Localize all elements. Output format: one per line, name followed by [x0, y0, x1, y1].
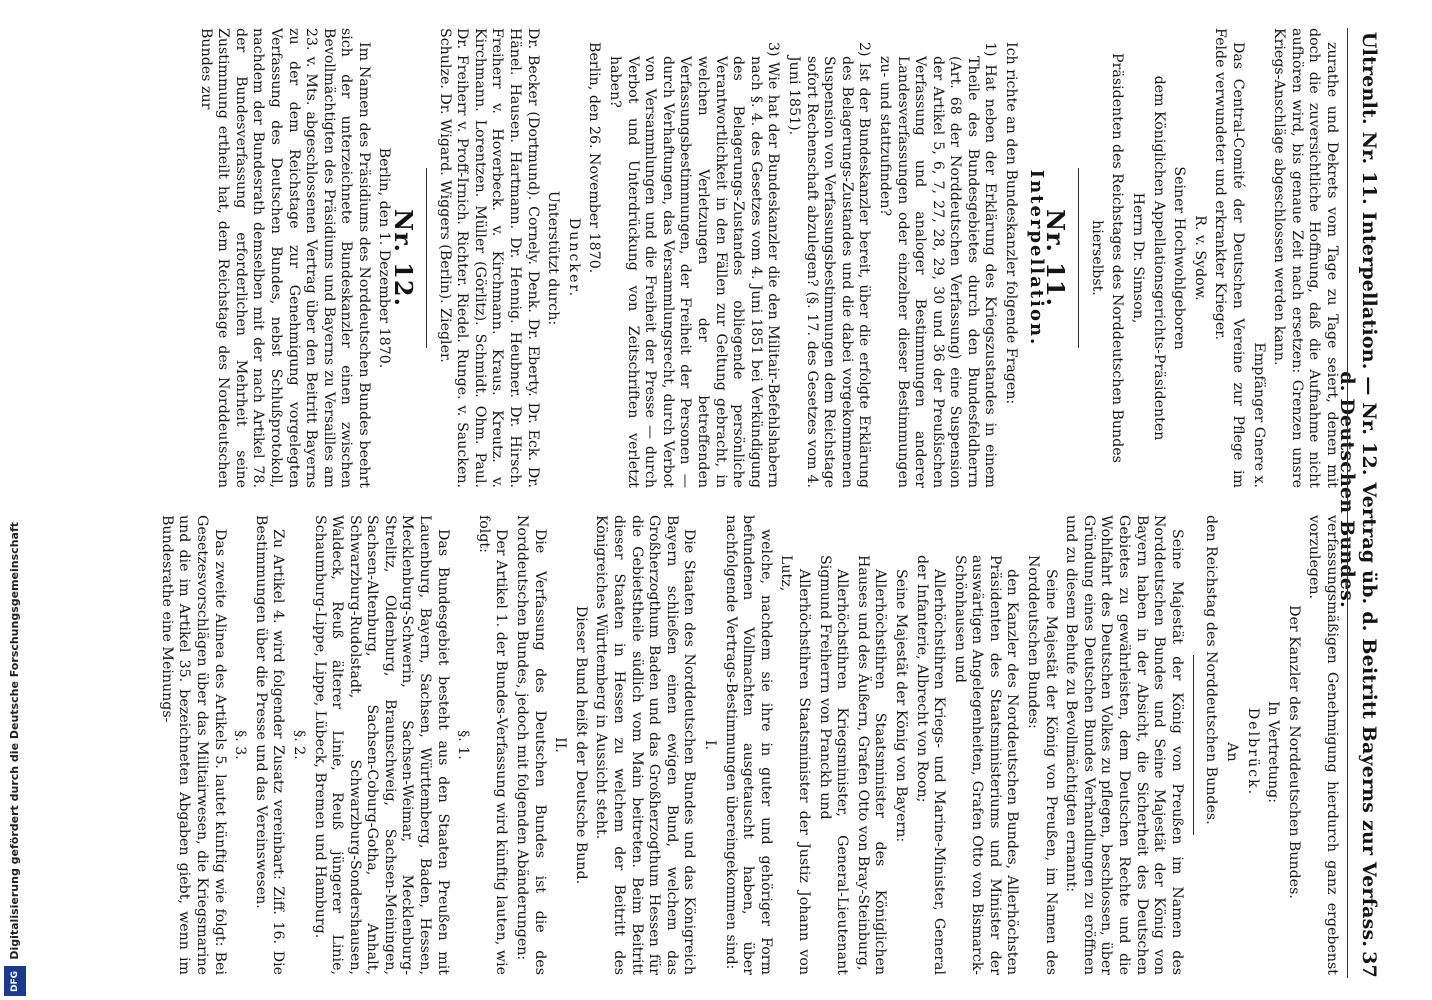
- section-II-text: Die Verfassung des Deutschen Bundes ist die des Norddeutschen Bundes, jedoch mit folgenden Abänderungen:: [514, 515, 548, 975]
- closing-para: Im Namen des Präsidiums des Norddeutschen Bundes beehrt sich der unterzeichnete Bundeskanzler einen zwischen Bevollmächtigten des Präsidiums und Bayerns zu Versailles am 23. v. Mts. abgeschlossenen Vertrag über den Beitritt Bayerns zu der dem Reichstage zur Genehmigung vorgelegten Verfassung des Deutschen Bundes, nebst Schlußprotokoll, nachdem der Bundesrath demselben mit der nach Artikel 78. der Bundesverfassung erforderlichen Mehrheit seine Zustimmung ertheilt hat, dem Reichstage des Norddeutschen Bundes zur: [197, 28, 372, 488]
- art1-intro: Der Artikel 1. der Bundes-Verfassung wird künftig lauten, wie folgt:: [475, 515, 510, 975]
- addressee-5: hierselbst.: [1088, 220, 1105, 296]
- date-2: Berlin, den 1. Dezember 1870.: [376, 147, 393, 369]
- committee: Das Central-Comité der Deutschen Vereine zur Pflege im Felde verwundeter und erkrankter Krieger.: [1212, 28, 1247, 488]
- heading-nr11: Nr. 11.: [1041, 209, 1071, 307]
- para-1: §. 1.: [455, 730, 472, 760]
- plenipotentiary: Seine Majestät der König von Bayern:: [892, 569, 909, 843]
- digitization-footer: [0, 0, 30, 1000]
- divider: [426, 168, 427, 348]
- para-3: §. 3.: [232, 730, 249, 760]
- question-intro: Ich richte an den Bundeskanzler folgende Fragen:: [1003, 42, 1020, 405]
- dfg-credit: Digitalisierung gefördert durch die Deutsche Forschungsgemeinschaft: [8, 522, 21, 960]
- treaty-intro: Seine Majestät der König von Preußen im Namen des Norddeutschen Bundes und Seine Majestät der König von Bayern haben in der Absicht, die Sicherheit des Deutschen Gebietes zu gewährleisten, dem Deutschen Rechte und die Wohlfahrt des Deutschen Volkes zu pflegen, beschlossen, über Gründung eines Deutschen Bundes Verhandlungen zu eröffnen und zu diesem Behufe zu Bevollmächtigten ernannt:: [1063, 515, 1185, 975]
- addressee-4: Präsidenten des Reichstages des Norddeutschen Bundes: [1109, 53, 1126, 463]
- plenipotentiary: Allerhöchstihren Kriegsminister, General-Lieutenant Sigmund Freiherrn von Pranckh und: [816, 555, 851, 975]
- para-1-text: Das Bundesgebiet besteht aus den Staaten Preußen mit Lauenburg, Bayern, Sachsen, Württemberg, Baden, Hessen, Mecklenburg-Schwerin, Sachsen-Weimar, Mecklenburg-Strelitz, Oldenburg, Braunschweig, Sachsen-Meiningen, Sachsen-Altenburg, Sachsen-Coburg-Gotha, Anhalt, Schwarzburg-Rudolstadt, Schwarzburg-Sondershausen, Waldeck, Reuß älterer Linie, Reuß jüngerer Linie, Schaumburg-Lippe, Lippe, Lübeck, Bremen und Hamburg.: [311, 515, 451, 975]
- proposer: Duncker.: [565, 217, 582, 299]
- para-2-text: Zu Artikel 4. wird folgender Zusatz vereinbart: Ziff. 16. Die Bestimmungen über die Presse und das Vereinswesen.: [252, 515, 287, 975]
- question-3: 3) Wie hat der Bundeskanzler die den Militair-Befehlshabern nach §. 4. des Gesetzes vom 4. Juni 1851 bei Verkündigung des Belagerungs-Zustandes obliegende persönliche Verantwortlichkeit in den Fällen zur Geltung gebracht, in welchen Verletzungen der betreffenden Verfassungsbestimmungen, der Freiheit der Personen — durch Verhaftungen, das Versammlungsrecht, durch Verbot von Versammlungen und die Freiheit der Presse — durch Verbot und Unterdrückung von Zeitschriften verletzt haben?: [607, 42, 782, 488]
- dfg-logo: DFG: [4, 966, 26, 996]
- intro-para: zurathe und Dekrets vom Tage zu Tage seiert, denen mit doch die zuversichtliche Hoffnung, daß die Aufnahme nicht aufhören wird, bis genaue Zeit nach ersetzen: Grenzen unsre Kriegs-Anschläge abgeschlossen werden kann.: [1271, 28, 1340, 488]
- section-I-text: Die Staaten des Norddeutschen Bundes und das Königreich Bayern schließen einen ewigen Bund, welchem das Großherzogthum Baden und das Großherzogthum Hessen für die Gebietstheile südlich vom Main beitreten. Beim Beitritt dieser Staaten in Hessen zu welchem der Beitritt des Königreiches Württemberg in Aussicht steht.: [593, 515, 698, 975]
- para-2: §. 2.: [290, 730, 307, 760]
- section-I: I.: [702, 739, 718, 751]
- heading-nr12: Nr. 12.: [389, 209, 419, 307]
- signature-1: Der Kanzler des Norddeutschen Bundes.: [1285, 605, 1302, 899]
- bund-name: Dieser Bund heißt der Deutsche Bund.: [572, 605, 589, 885]
- date-1: Berlin, den 26. November 1870.: [586, 42, 603, 274]
- left-column: [193, 28, 1340, 488]
- question-2: 2) Ist der Bundeskanzler bereit, über die erfolgte Erklärung des Belagerungs-Zustandes und die dabei vorgekommenen Suspension von Verfassungsbestimmungen dem Reichstage sofort Rechenschaft abzulegen? (§. 17. des Gesetzes vom 4. Juni 1851).: [785, 42, 873, 488]
- divider: [1078, 168, 1079, 348]
- supported-by: Unterstützt durch:: [545, 190, 562, 326]
- plenipotentiary: Seine Majestät der König von Preußen, im Namen des Norddeutschen Bundes:: [1025, 555, 1059, 975]
- signer: R. v. Sydow.: [1191, 215, 1208, 301]
- to-whom: den Reichstag des Norddeutschen Bundes.: [1203, 515, 1220, 825]
- addressee-3: Herrn Dr. Simson,: [1130, 192, 1147, 324]
- signature-3: Delbrück.: [1244, 707, 1261, 797]
- running-head: Ultrenlt. Nr. 11. Interpellation. — Nr. 12. Vertrag üb. d. Beitritt Bayerns zur Verfass. d. Deutschen Bundes.: [1336, 31, 1380, 948]
- addressee-1: Seiner Hochwohlgeboren: [1171, 166, 1188, 350]
- header-rule: [1347, 28, 1348, 978]
- para-3-text: Das zweite Alinea des Artikels 5. lautet künftig wie folgt: Bei Gesetzesvorschlägen über das Militairwesen, die Kriegsmarine und die im Artikel 35. bezeichneten Abgaben giebt, wenn im Bundesrathe eine Meinungs-: [158, 515, 228, 975]
- page-header: [1336, 28, 1380, 978]
- page-number: 37: [1358, 951, 1380, 978]
- continuation: verfassungsmäßigen Genehmigung hierdurch ganz ergebenst vorzulegen.: [1306, 515, 1340, 975]
- section-II: II.: [552, 737, 569, 753]
- divider: [1193, 655, 1194, 835]
- heading-interpellation: Interpellation.: [1025, 169, 1047, 347]
- plenipot-end: welche, nachdem sie ihre in guter und gehöriger Form befundenen Vollmachten ausgetauscht haben, über nachfolgende Vertrags-Bestimmungen übereingekommen sind:: [722, 515, 774, 975]
- plenipotentiary: Allerhöchstihren Staatsminister der Justiz Johann von Lutz,: [778, 555, 812, 975]
- plenipotentiary: Allerhöchstihren Kriegs- und Marine-Minister, General der Infanterie, Albrecht von Roon;: [913, 555, 948, 975]
- right-column: [154, 515, 1340, 975]
- to: An: [1224, 742, 1241, 762]
- addressee-2: dem Königlichen Appellationsgerichts-Präsidenten: [1150, 75, 1167, 441]
- plenipotentiary: den Kanzler des Norddeutschen Bundes, Allerhöchsten Präsidenten des Staatsministeriums und Minister der auswärtigen Angelegenheiten, Grafen Otto von Bismarck-Schönhausen und: [951, 555, 1021, 975]
- supporters: Dr. Becker (Dortmund). Cornely. Denk. Dr. Eberty. Dr. Eck. Dr. Hänel. Hausen. Hartmann. Dr. Hennig. Heubner. Dr. Hirsch. Freiherr v. Hoverbeck. v. Kirchmann. Kraus. Kreutz. v. Kirchmann. Lorentzen. Müller (Görlitz). Schmidt. Ohm. Paul. Dr. Freiherr v. Proff-Irnich. Richter. Riedel. Runge. v. Saucken. Schulze. Dr. Wigard. Wiggers (Berlin). Ziegler.: [436, 28, 541, 488]
- intro-sign: Empfänger Gnere x.: [1250, 342, 1267, 488]
- plenipotentiary: Allerhöchstihren Staatsminister des Königlichen Hauses und des Äußern, Grafen Otto von Bray-Steinburg,: [854, 555, 889, 975]
- signature-2: In Vertretung:: [1265, 700, 1282, 804]
- question-1: 1) Hat neben der Erklärung des Kriegszustandes in einem Theile des Bundesgebietes durch den Bundesfeldherrn (Art. 68 der Norddeutschen Verfassung) eine Suspension der Artikel 5, 6, 7, 27, 28, 29, 30 und 36 der Preußischen Verfassung und analoger Bestimmungen anderer Landesverfassungen oder einzelner dieser Bestimmungen zu- und stattzufinden?: [876, 42, 999, 488]
